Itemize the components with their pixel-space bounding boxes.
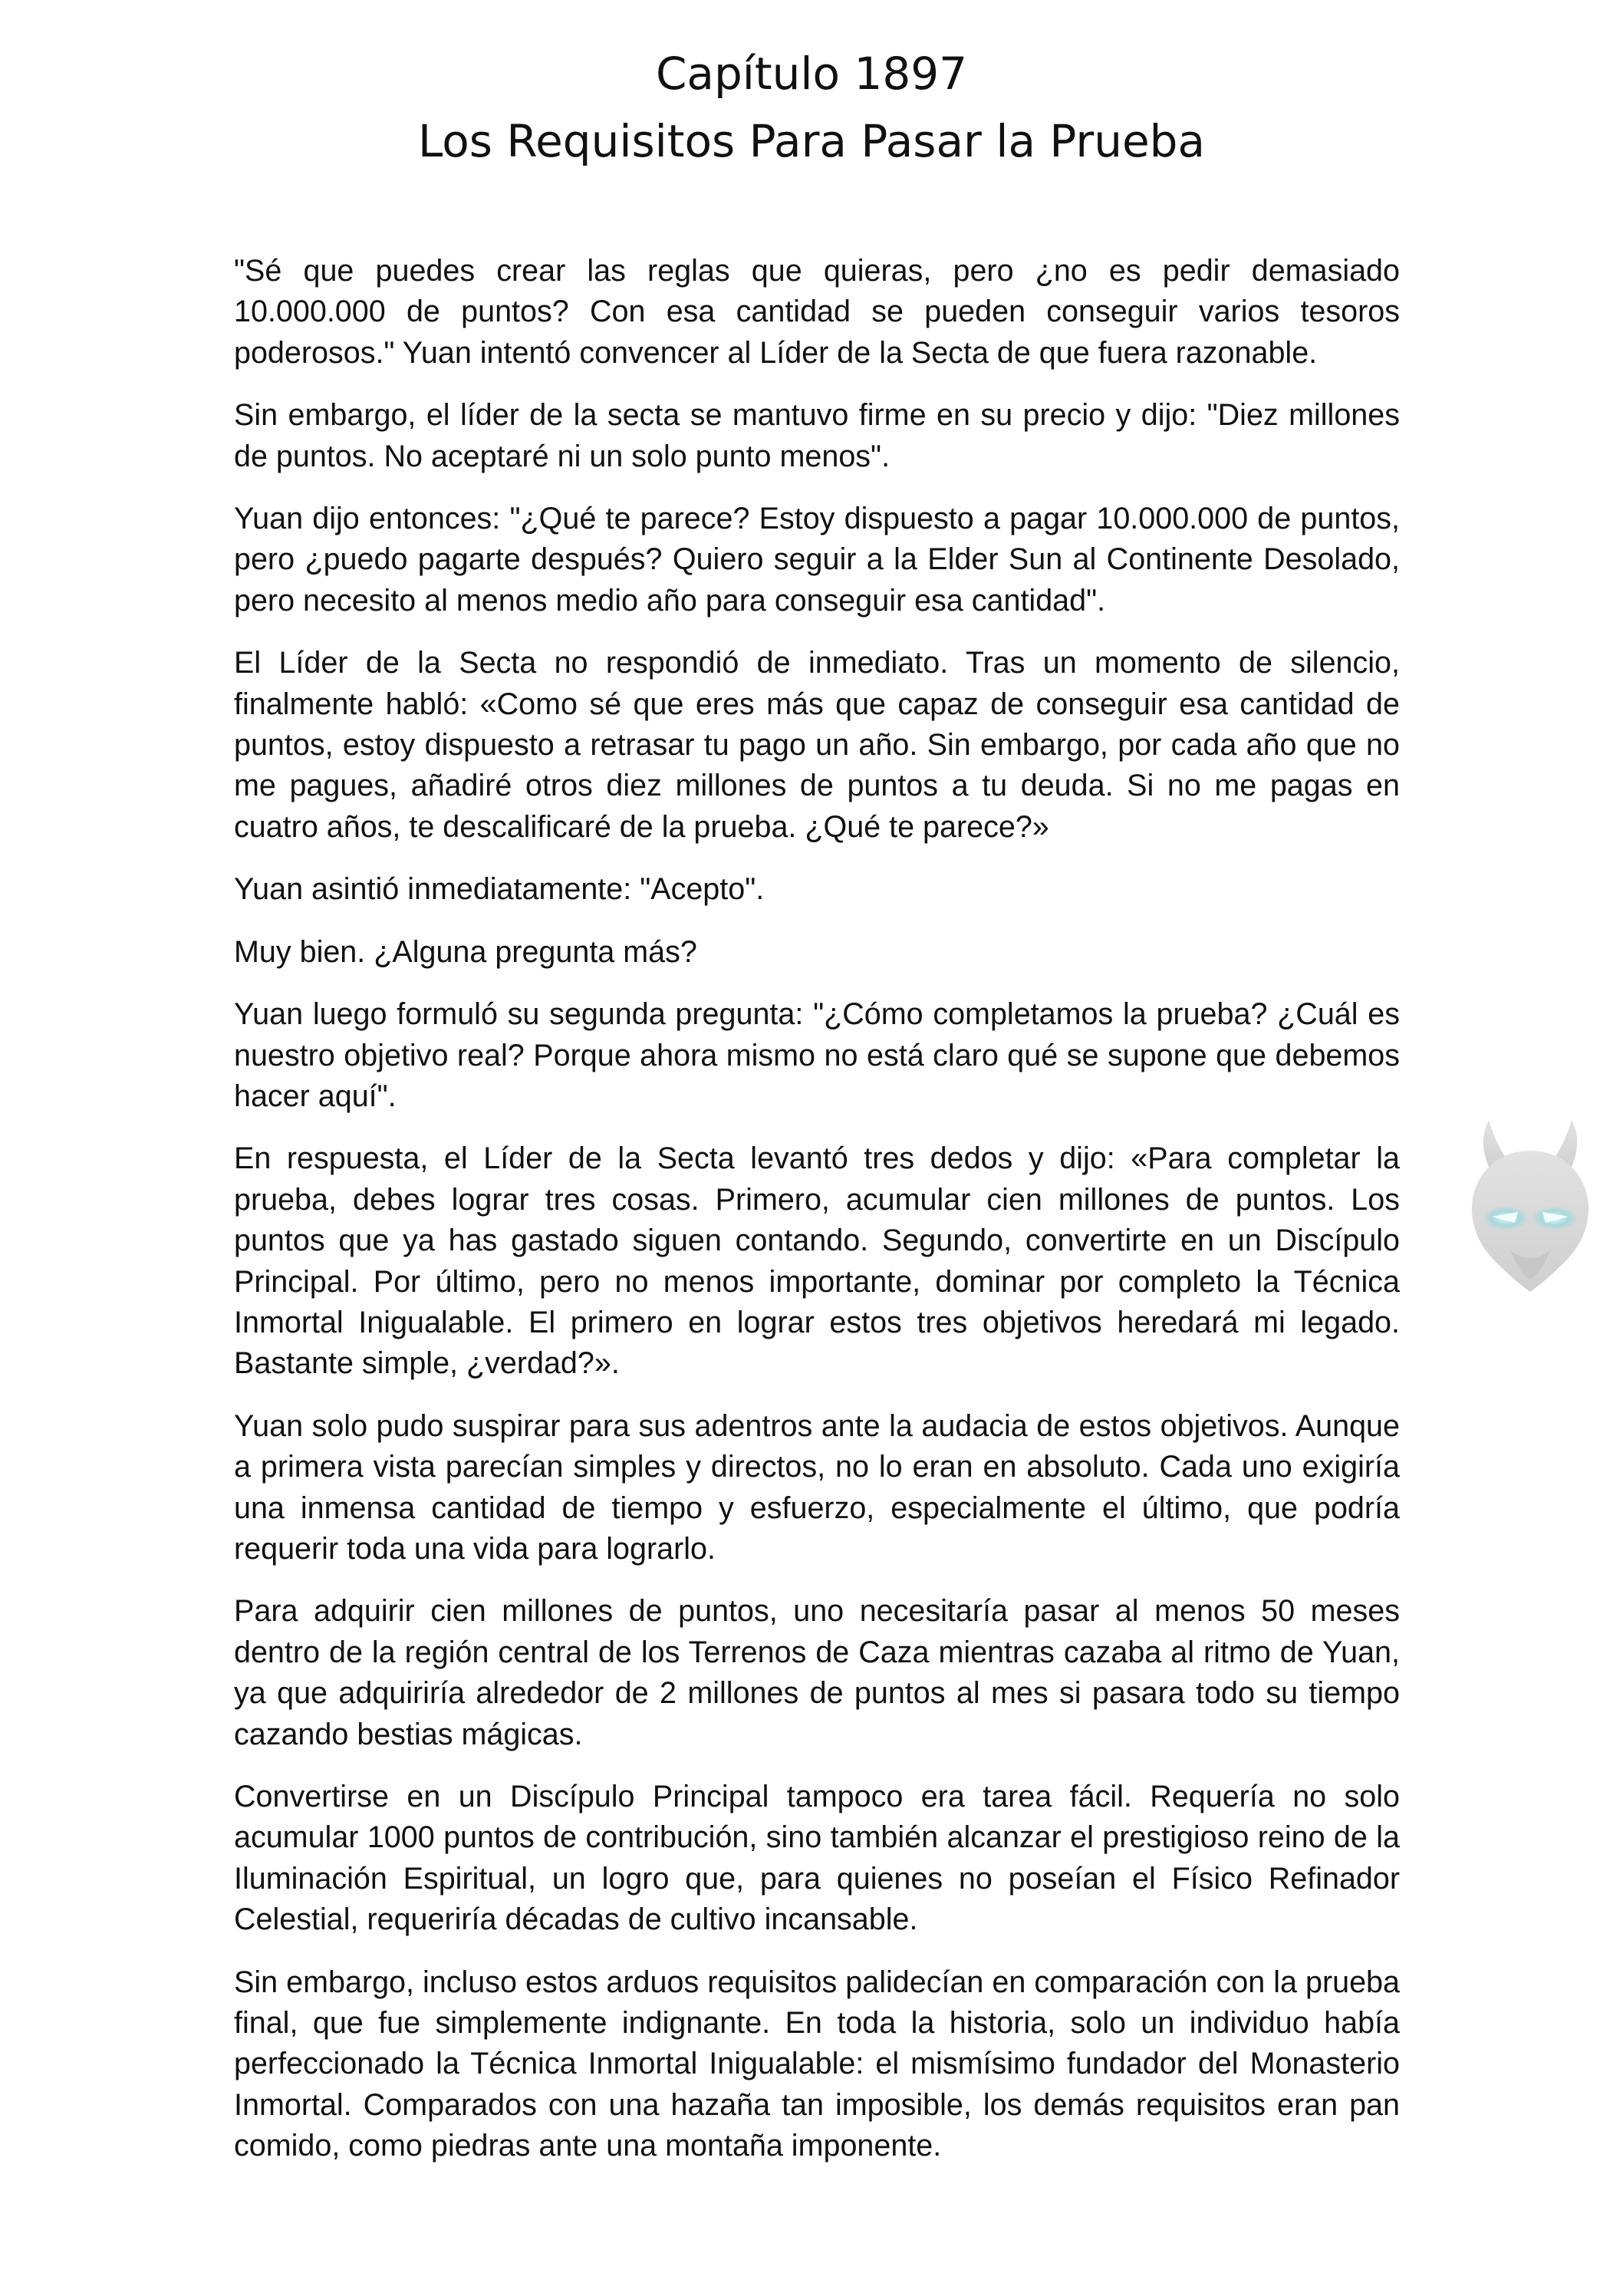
chapter-body [234,251,1400,2189]
paragraph: Yuan asintió inmediatamente: "Acepto". [234,872,765,907]
demon-head-icon [1461,1120,1599,1296]
paragraph: "Sé que puedes crear las reglas que quieras, pero ¿no es pedir demasiado 10.000.000 de puntos? Con esa cantidad se pueden conseguir varios tesoros poderosos." Yuan intentó convencer al Líder de la Secta de que fuera razonable. [234,254,1400,370]
paragraph: Yuan solo pudo suspirar para sus adentros ante la audacia de estos objetivos. Aunque a primera vista parecían simples y directos, no lo eran en absoluto. Cada uno exigiría una inmensa cantidad de tiempo y esfuerzo, especialmente el último, que podría requerir toda una vida para lograrlo. [234,1408,1400,1566]
chapter-title: Los Requisitos Para Pasar la Prueba [417,115,1206,167]
paragraph: Para adquirir cien millones de puntos, uno necesitaría pasar al menos 50 meses dentro de la región central de los Terrenos de Caza mientras cazaba al ritmo de Yuan, ya que adquiriría alrededor de 2 millones de puntos al mes si pasara todo su tiempo cazando bestias mágicas. [234,1594,1400,1751]
paragraph: Yuan luego formuló su segunda pregunta: "¿Cómo completamos la prueba? ¿Cuál es nuestro objetivo real? Porque ahora mismo no está claro qué se supone que debemos hacer aquí". [234,997,1400,1113]
paragraph: El Líder de la Secta no respondió de inmediato. Tras un momento de silencio, finalmente habló: «Como sé que eres más que capaz de conseguir esa cantidad de puntos, estoy dispuesto a retrasar tu pago un año. Sin embargo, por cada año que no me pagues, añadiré otros diez millones de puntos a tu deuda. Si no me pagas en cuatro años, te descalificaré de la prueba. ¿Qué te parece?» [234,646,1400,844]
paragraph: Yuan dijo entonces: "¿Qué te parece? Estoy dispuesto a pagar 10.000.000 de puntos, pero ¿puedo pagarte después? Quiero seguir a la Elder Sun al Continente Desolado, pero necesito al menos medio año para conseguir esa cantidad". [234,502,1400,618]
chapter-header [0,40,1623,175]
chapter-number: Capítulo 1897 [655,48,968,100]
paragraph: Muy bien. ¿Alguna pregunta más? [234,934,697,969]
paragraph: En respuesta, el Líder de la Secta levantó tres dedos y dijo: «Para completar la prueba, debes lograr tres cosas. Primero, acumular cien millones de puntos. Los puntos que ya has gastado siguen contando. Segundo, convertirte en un Discípulo Principal. Por último, pero no menos importante, dominar por completo la Técnica Inmortal Inigualable. El primero en lograr estos tres objetivos heredará mi legado. Bastante simple, ¿verdad?». [234,1141,1400,1381]
paragraph: Sin embargo, el líder de la secta se mantuvo firme en su precio y dijo: "Diez millones de puntos. No aceptaré ni un solo punto menos". [234,398,1400,473]
paragraph: Sin embargo, incluso estos arduos requisitos palidecían en comparación con la prueba final, que fue simplemente indignante. En toda la historia, solo un individuo había perfeccionado la Técnica Inmortal Inigualable: el mismísimo fundador del Monasterio Inmortal. Comparados con una hazaña tan imposible, los demás requisitos eran pan comido, como piedras ante una montaña imponente. [234,1965,1400,2163]
paragraph: Convertirse en un Discípulo Principal tampoco era tarea fácil. Requería no solo acumular 1000 puntos de contribución, sino también alcanzar el prestigioso reino de la Iluminación Espiritual, un logro que, para quienes no poseían el Físico Refinador Celestial, requeriría décadas de cultivo incansable. [234,1780,1400,1937]
